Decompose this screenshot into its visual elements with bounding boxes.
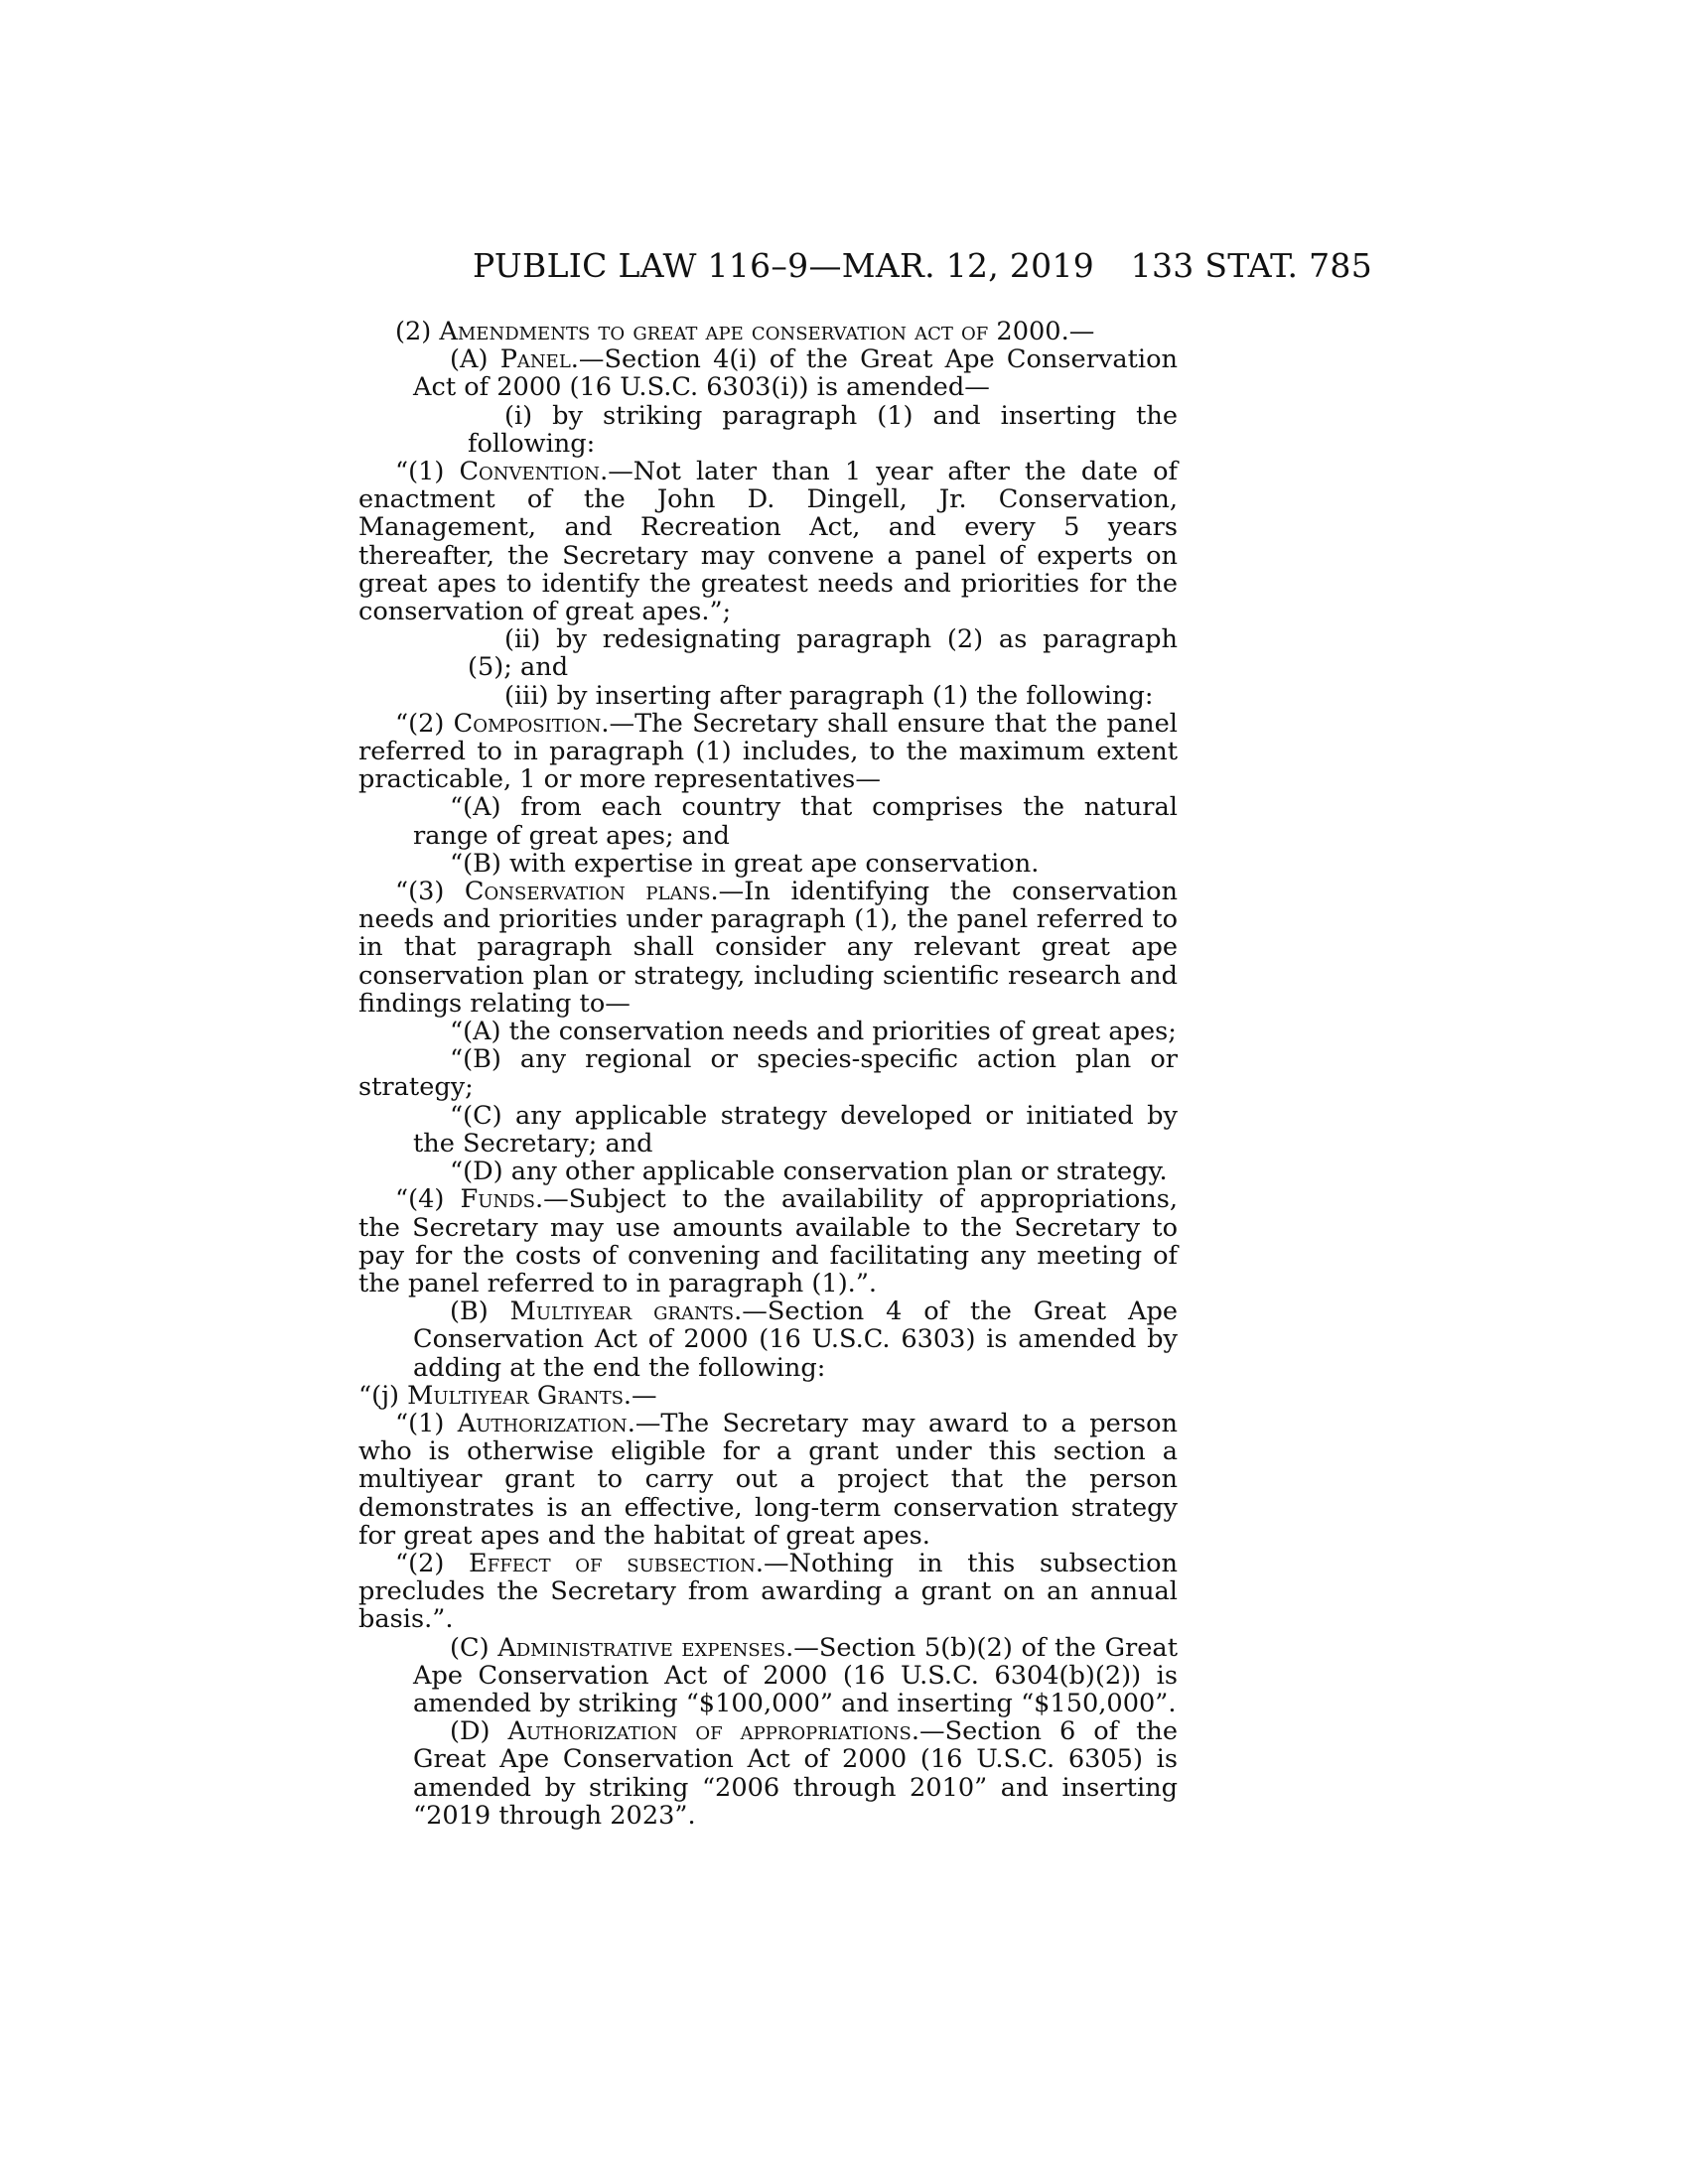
page-number: 133 STAT. 785 <box>1130 246 1372 285</box>
quoted-paragraph-3-conservation-plans: “(3) Conservation plans.—In identifying the conservation needs and priorities under paragraph (1), the panel referred to in that paragraph shall consider any relevant great ape conservation plan or strategy, including scientific research and findings relating to— <box>358 877 1178 1019</box>
quoted-item-c: “(C) any applicable strategy developed or initiated by the Secretary; and <box>413 1100 1178 1159</box>
quoted-subparagraph-a: “(A) from each country that comprises the natural range of great apes; and <box>413 792 1178 851</box>
quoted-subsection-j: “(j) Multiyear Grants.— <box>358 1380 657 1411</box>
subparagraph-c-administrative-expenses: (C) Administrative expenses.—Section 5(b)(2) of the Great Ape Conservation Act of 2000 (16 U.S.C. 6304(b)(2)) is amended by striking “$100,000” and inserting “$150,000”. <box>413 1632 1178 1718</box>
paragraph-2-heading: (2) Amendments to great ape conservation act of 2000.— <box>395 317 1095 346</box>
clause-iii: (iii) by inserting after paragraph (1) the following: <box>504 680 1154 711</box>
quoted-paragraph-1-convention: “(1) Convention.—Not later than 1 year after the date of enactment of the John D. Dingell, Jr. Conservation, Management, and Recreation Act, and every 5 years thereafter, the Secretary may convene a panel of experts on great apes to identify the greatest needs and priorities for the conservation of great apes.”; <box>358 457 1178 627</box>
subparagraph-b-multiyear-grants: (B) Multiyear grants.—Section 4 of the Great Ape Conservation Act of 2000 (16 U.S.C. 6303) is amended by adding at the end the following: <box>413 1297 1178 1383</box>
quoted-item-a: “(A) the conservation needs and priorities of great apes; <box>450 1017 1177 1047</box>
clause-ii: (ii) by redesignating paragraph (2) as paragraph (5); and <box>468 624 1178 683</box>
running-header-title: PUBLIC LAW 116–9—MAR. 12, 2019 <box>473 246 1095 285</box>
clause-i: (i) by striking paragraph (1) and inserting the following: <box>468 400 1178 459</box>
quoted-paragraph-4-funds: “(4) Funds.—Subject to the availability of appropriations, the Secretary may use amounts available to the Secretary to pay for the costs of convening and facilitating any meeting of the panel referred to in paragraph (1).”. <box>358 1184 1178 1298</box>
quoted-paragraph-1-authorization: “(1) Authorization.—The Secretary may award to a person who is otherwise eligible for a grant under this section a multiyear grant to carry out a project that the person demonstrates is an effective, long-term conservation strategy for great apes and the habitat of great apes. <box>358 1408 1178 1551</box>
quoted-paragraph-2-effect: “(2) Effect of subsection.—Nothing in this subsection precludes the Secretary from awarding a grant on an annual basis.”. <box>358 1548 1178 1635</box>
subparagraph-a-panel: (A) Panel.—Section 4(i) of the Great Ape Conservation Act of 2000 (16 U.S.C. 6303(i)) is amended— <box>413 344 1179 403</box>
quoted-subparagraph-b: “(B) with expertise in great ape conservation. <box>450 848 1040 879</box>
subparagraph-d-authorization-of-appropriations: (D) Authorization of appropriations.—Section 6 of the Great Ape Conservation Act of 2000 (16 U.S.C. 6305) is amended by striking “2006 through 2010” and inserting “2019 through 2023”. <box>413 1716 1178 1831</box>
quoted-item-d: “(D) any other applicable conservation plan or strategy. <box>450 1157 1168 1187</box>
document-body <box>358 318 1178 1830</box>
quoted-paragraph-2-composition: “(2) Composition.—The Secretary shall ensure that the panel referred to in paragraph (1) includes, to the maximum extent practicable, 1 or more representatives— <box>358 708 1178 795</box>
quoted-item-b: “(B) any regional or species-specific action plan or strategy; <box>358 1044 1178 1103</box>
